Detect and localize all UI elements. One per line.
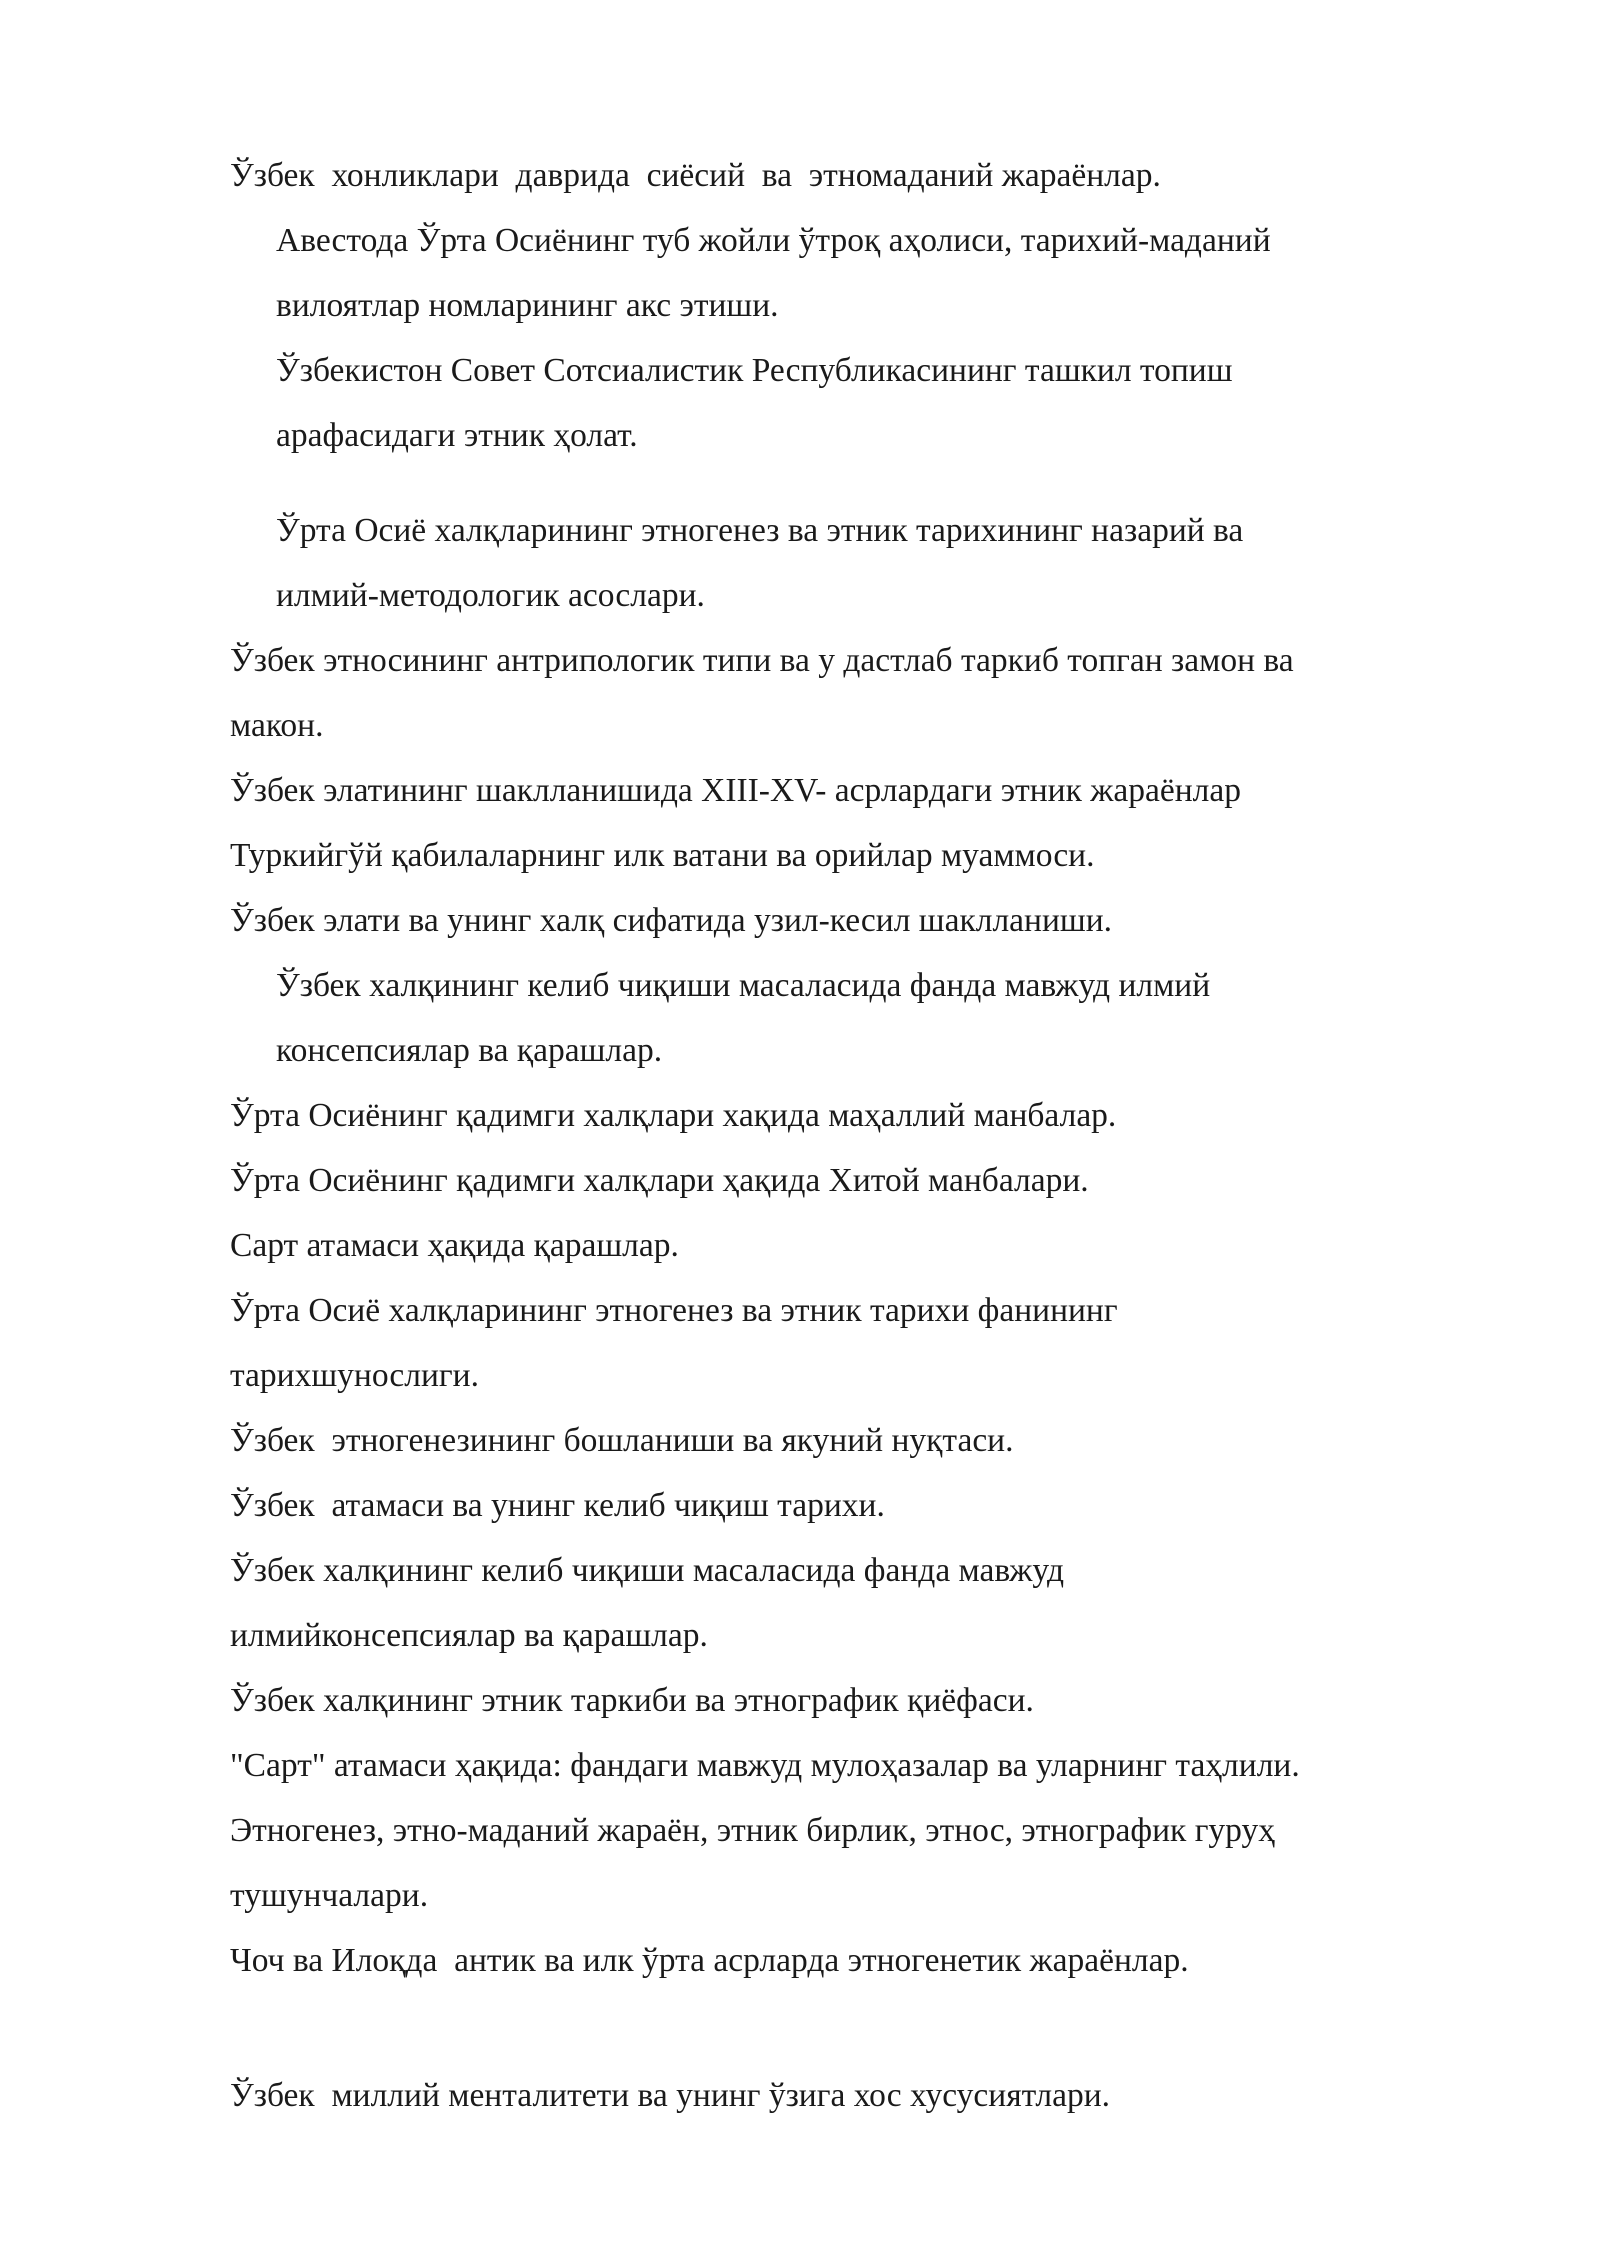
text-line: Ўзбек хонликлари даврида сиёсий ва этномаданий жараёнлар. — [230, 157, 1161, 194]
text-line: арафасидаги этник ҳолат. — [276, 417, 638, 454]
text-line: тушунчалари. — [230, 1877, 429, 1914]
text-line: Ўзбек халқининг келиб чиқиши масаласида фанда мавжуд илмий — [276, 967, 1211, 1004]
text-line: Ўзбек атамаси ва унинг келиб чиқиш тарихи. — [230, 1487, 885, 1524]
text-line: Чоч ва Илоқда антик ва илк ўрта асрларда этногенетик жараёнлар. — [230, 1942, 1189, 1979]
text-line: Авестода Ўрта Осиёнинг туб жойли ўтроқ аҳолиси, тарихий-маданий — [276, 222, 1271, 259]
text-line: макон. — [230, 707, 324, 744]
text-line: Ўзбек элатининг шаклланишида XIII-XV- асрлардаги этник жараёнлар — [230, 772, 1241, 809]
text-line: илмийконсепсиялар ва қарашлар. — [230, 1617, 708, 1654]
text-line: "Сарт" атамаси ҳақида: фандаги мавжуд мулоҳазалар ва уларнинг таҳлили. — [230, 1747, 1300, 1784]
text-line: вилоятлар номларининг акс этиши. — [276, 287, 779, 324]
text-line: Ўзбек миллий менталитети ва унинг ўзига хос хусусиятлари. — [230, 2077, 1111, 2114]
text-line: Ўзбекистон Совет Сотсиалистик Республикасининг ташкил топиш — [276, 352, 1233, 389]
text-line: Этногенез, этно-маданий жараён, этник бирлик, этнос, этнографик гуруҳ — [230, 1812, 1275, 1849]
text-line: тарихшунослиги. — [230, 1357, 479, 1394]
text-line: Ўрта Осиё халқларининг этногенез ва этник тарихининг назарий ва — [276, 512, 1244, 549]
text-line: Ўрта Осиёнинг қадимги халқлари ҳақида Хитой манбалари. — [230, 1162, 1089, 1199]
text-line: Туркийгўй қабилаларнинг илк ватани ва орийлар муаммоси. — [230, 837, 1095, 874]
text-line: Ўзбек этногенезининг бошланиши ва якуний нуқтаси. — [230, 1422, 1014, 1459]
text-line: Ўрта Осиё халқларининг этногенез ва этник тарихи фанининг — [230, 1292, 1118, 1329]
text-line: Ўзбек халқининг этник таркиби ва этнографик қиёфаси. — [230, 1682, 1034, 1719]
text-line: Ўзбек халқининг келиб чиқиши масаласида фанда мавжуд — [230, 1552, 1065, 1589]
text-line: Сарт атамаси ҳақида қарашлар. — [230, 1227, 679, 1264]
text-line: Ўзбек этносининг антрипологик типи ва у дастлаб таркиб топган замон ва — [230, 642, 1294, 679]
text-line: консепсиялар ва қарашлар. — [276, 1032, 663, 1069]
text-line: Ўрта Осиёнинг қадимги халқлари хақида маҳаллий манбалар. — [230, 1097, 1117, 1134]
text-line: Ўзбек элати ва унинг халқ сифатида узил-кесил шаклланиши. — [230, 902, 1112, 939]
text-line: илмий-методологик асослари. — [276, 577, 705, 614]
